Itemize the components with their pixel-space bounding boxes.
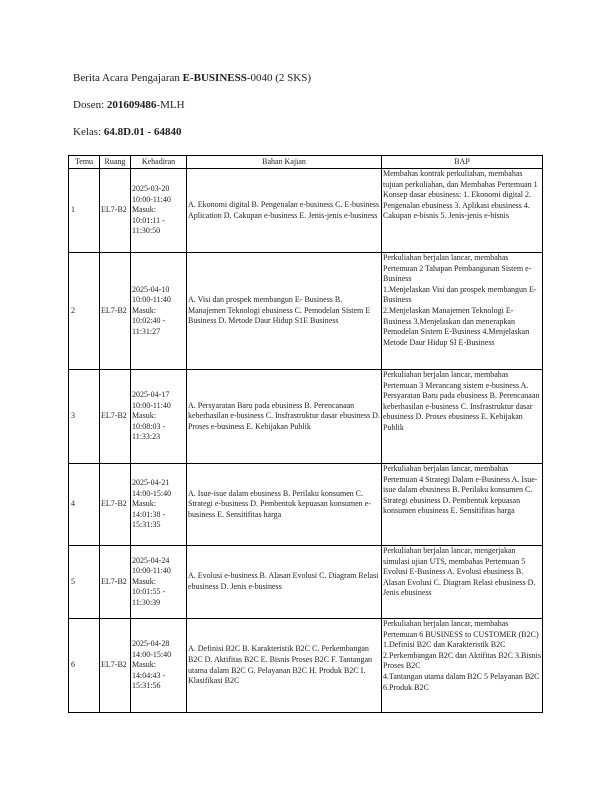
cell-kehadiran: 2025-04-28 14:00-15:40 Masuk: 14:04:43 - 15:31:56 — [131, 619, 187, 713]
cell-bap: Membahas kontrak perkuliahan, membahas tujuan perkuliahan, dan Membahas Pertemuan 1 Konsep dasar ebusiness: 1. Ekonomi digital 2. Pengenalan ebusiness 3. Aplikasi ebusiness 4. Cakupan e-bisnis 5. Jenis-jenis e-bisnis — [382, 169, 543, 253]
table-row — [69, 619, 543, 713]
cell-temu: 5 — [69, 546, 100, 619]
cell-ruang: EL7-B2 — [100, 464, 131, 546]
kelas-line — [73, 125, 311, 152]
cell-ruang: EL7-B2 — [100, 253, 131, 370]
column-header-temu: Temu — [69, 156, 100, 169]
cell-ruang: EL7-B2 — [100, 546, 131, 619]
dosen-id: 201609486 — [106, 99, 157, 111]
cell-bahan-kajian: A. Persyaratan Baru pada ebusiness B. Perencanaan keberhasilan e-business C. Insfrastruktur dasar ebusiness D. Proses e-business E. Kebijakan Publik — [187, 370, 382, 464]
kelas-value: 64.8D.01 - 64840 — [103, 126, 182, 138]
cell-temu: 6 — [69, 619, 100, 713]
table-row — [69, 464, 543, 546]
cell-kehadiran: 2025-04-10 10:00-11:40 Masuk: 10:02:40 - 11:31:27 — [131, 253, 187, 370]
dosen-line — [73, 98, 311, 125]
cell-bahan-kajian: A. Definisi B2C B. Karakteristik B2C C. Perkembangan B2C D. Aktifitas B2C E. Bisnis Proses B2C F. Tantangan utama dalam B2C G. Pelayanan B2C H. Produk B2C I. Klasifikasi B2C — [187, 619, 382, 713]
document-header — [73, 71, 311, 152]
cell-bap: Perkuliahan berjalan lancar, membahas Pertemuan 2 Tahapan Pembangunan Sistem e-Business 1.Menjelaskan Visi dan prospek membangun E-Business 2.Menjelaskan Manajemen Teknologi E-Business 3.Menjelaskan dan menerapkan Pemodelan Sistem E-Business 4.Menjelaskan Metode Daur Hidup SI E-Business — [382, 253, 543, 370]
cell-temu: 4 — [69, 464, 100, 546]
table-row — [69, 370, 543, 464]
table-row — [69, 169, 543, 253]
cell-temu: 2 — [69, 253, 100, 370]
cell-bap: Perkuliahan berjalan lancar, membahas Pertemuan 6 BUSINESS to CUSTOMER (B2C) 1.Definisi B2C dan Karakteristik B2C 2.Perkembangan B2C dan Aktifitas B2C 3.Bisnis Proses B2C 4.Tantangan utama dalam B2C 5 Pelayanan B2C 6.Produk B2C — [382, 619, 543, 713]
cell-ruang: EL7-B2 — [100, 619, 131, 713]
cell-bap: Perkuliahan berjalan lancar, membahas Pertemuan 4 Strategi Dalam e-Business A. Isue-isue dalam ebusiness B. Perilaku konsumen C. Strategi ebusiness D. Pembentuk kepuasan konsumen ebusiness E. Sensitifitas harga — [382, 464, 543, 546]
cell-kehadiran: 2025-04-17 10:00-11:40 Masuk: 10:08:03 - 11:33:23 — [131, 370, 187, 464]
cell-temu: 3 — [69, 370, 100, 464]
kelas-label: Kelas: — [73, 126, 104, 138]
dosen-label: Dosen: — [73, 99, 107, 111]
cell-temu: 1 — [69, 169, 100, 253]
cell-ruang: EL7-B2 — [100, 370, 131, 464]
cell-kehadiran: 2025-04-21 14:00-15:40 Masuk: 14:01:38 - 15:31:35 — [131, 464, 187, 546]
cell-bap: Perkuliahan berjalan lancar, membahas Pertemuan 3 Merancang sistem e-business A. Persyaratan Baru pada ebusiness B. Perencanaan keberhasilan e-business C. Insfrastruktur dasar ebusiness D. Proses ebusiness E. Kebijakan Publik — [382, 370, 543, 464]
column-header-bahan-kajian: Bahan Kajian — [187, 156, 382, 169]
cell-ruang: EL7-B2 — [100, 169, 131, 253]
table-row — [69, 546, 543, 619]
cell-kehadiran: 2025-03-20 10:00-11:40 Masuk: 10:01:11 - 11:30:50 — [131, 169, 187, 253]
dosen-suffix: -MLH — [156, 99, 185, 111]
document-title — [73, 71, 311, 98]
cell-bap: Perkuliahan berjalan lancar, mengerjakan simulasi ujian UTS, membahas Pertemuan 5 Evolusi E-Business A. Evolusi ebusiness B. Alasan Evolusi C. Diagram Relasi ebusiness D. Jenis ebusiness — [382, 546, 543, 619]
column-header-ruang: Ruang — [100, 156, 131, 169]
column-header-bap: BAP — [382, 156, 543, 169]
course-name: E-BUSINESS — [182, 72, 247, 84]
cell-bahan-kajian: A. Isue-isue dalam ebusiness B. Perilaku konsumen C. Strategi e-business D. Pembentuk kepuasan konsumen e-business E. Sensitifitas harga — [187, 464, 382, 546]
title-prefix: Berita Acara Pengajaran — [73, 72, 183, 84]
cell-bahan-kajian: A. Evolusi e-business B. Alasan Evolusi C. Diagram Relasi ebusiness D. Jenis e-business — [187, 546, 382, 619]
course-code: -0040 (2 SKS) — [246, 72, 312, 84]
table-row — [69, 253, 543, 370]
cell-kehadiran: 2025-04-24 10:00-11:40 Masuk: 10:01:55 - 11:30:39 — [131, 546, 187, 619]
column-header-kehadiran: Kehadiran — [131, 156, 187, 169]
table-header-row — [69, 156, 543, 169]
cell-bahan-kajian: A. Ekonomi digital B. Pengenalan e-business C. E-business Aplication D. Cakupan e-business E. Jenis-jenis e-business — [187, 169, 382, 253]
cell-bahan-kajian: A. Visi dan prospek membangun E- Business B. Manajemen Teknologi ebusiness C. Pemodelan Sistem E Business D. Metode Daur Hidup S1E Business — [187, 253, 382, 370]
bap-table — [68, 155, 543, 713]
